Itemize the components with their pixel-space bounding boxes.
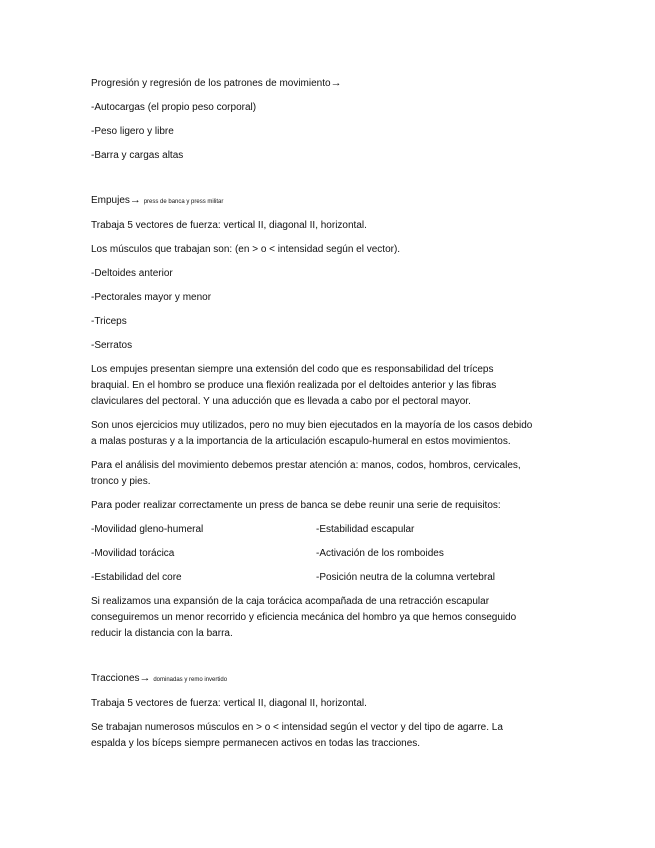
requirement-item: -Movilidad gleno-humeral — [91, 524, 204, 535]
requirement-item: -Estabilidad escapular — [316, 524, 415, 535]
paragraph — [91, 720, 541, 752]
paragraph — [91, 594, 541, 642]
paragraph-line: tronco y pies. — [91, 476, 151, 487]
paragraph-line: Los empujes presentan siempre una extensión del codo que es responsabilidad del tríceps — [91, 364, 494, 375]
paragraph — [91, 362, 541, 410]
paragraph: Los músculos que trabajan son: (en > o < intensidad según el vector). — [91, 244, 401, 255]
requirement-item: -Estabilidad del core — [91, 572, 182, 583]
paragraph-line: espalda y los bíceps siempre permanecen activos en todas las tracciones. — [91, 738, 421, 749]
paragraph: Trabaja 5 vectores de fuerza: vertical II, diagonal II, horizontal. — [91, 698, 367, 709]
list-item: -Peso ligero y libre — [91, 126, 174, 137]
section2-heading-text: Empujes — [91, 195, 130, 206]
paragraph: Para poder realizar correctamente un press de banca se debe reunir una serie de requisitos: — [91, 500, 501, 511]
list-item: -Pectorales mayor y menor — [91, 292, 212, 303]
document-body — [91, 75, 541, 752]
paragraph-line: Son unos ejercicios muy utilizados, pero no muy bien ejecutados en la mayoría de los casos debido — [91, 420, 533, 431]
paragraph-line: braquial. En el hombro se produce una flexión realizada por el deltoides anterior y las fibras — [91, 380, 497, 391]
requirement-item: -Activación de los romboides — [316, 548, 444, 559]
section3-heading-text: Tracciones — [91, 673, 140, 684]
paragraph-line: a malas posturas y a la importancia de la articulación escapulo-humeral en estos movimientos. — [91, 436, 511, 447]
list-item: -Triceps — [91, 316, 127, 327]
arrow-icon: → — [129, 194, 141, 206]
list-item: -Autocargas (el propio peso corporal) — [91, 102, 257, 113]
paragraph-line: Si realizamos una expansión de la caja torácica acompañada de una retracción escapular — [91, 596, 490, 607]
requirements-row — [91, 546, 541, 562]
section3-heading — [91, 670, 541, 688]
section2-subtitle: press de banca y press militar — [143, 199, 224, 205]
paragraph-line: reducir la distancia con la barra. — [91, 628, 233, 639]
paragraph-line: conseguiremos un menor recorrido y eficiencia mecánica del hombro ya que hemos conseguido — [91, 612, 517, 623]
paragraph-line: Para el análisis del movimiento debemos prestar atención a: manos, codos, hombros, cervicales, — [91, 460, 521, 471]
section1-heading-text: Progresión y regresión de los patrones de movimiento — [91, 78, 331, 89]
paragraph-line: Se trabajan numerosos músculos en > o < intensidad según el vector y del tipo de agarre. La — [91, 722, 503, 733]
section2-heading — [91, 192, 541, 210]
section1-heading — [91, 75, 541, 92]
list-item: -Deltoides anterior — [91, 268, 173, 279]
arrow-icon: → — [330, 77, 342, 89]
list-item: -Serratos — [91, 340, 133, 351]
requirement-item: -Posición neutra de la columna vertebral — [316, 572, 495, 583]
section3-subtitle: dominadas y remo invertido — [153, 677, 228, 683]
paragraph-line: claviculares del pectoral. Y una aducción que es llevada a cabo por el pectoral mayor. — [91, 396, 471, 407]
requirements-row — [91, 522, 541, 538]
paragraph: Trabaja 5 vectores de fuerza: vertical II, diagonal II, horizontal. — [91, 220, 367, 231]
paragraph — [91, 458, 541, 490]
list-item: -Barra y cargas altas — [91, 150, 184, 161]
requirements-row — [91, 570, 541, 586]
paragraph — [91, 418, 541, 450]
arrow-icon: → — [139, 672, 151, 684]
requirement-item: -Movilidad torácica — [91, 548, 175, 559]
